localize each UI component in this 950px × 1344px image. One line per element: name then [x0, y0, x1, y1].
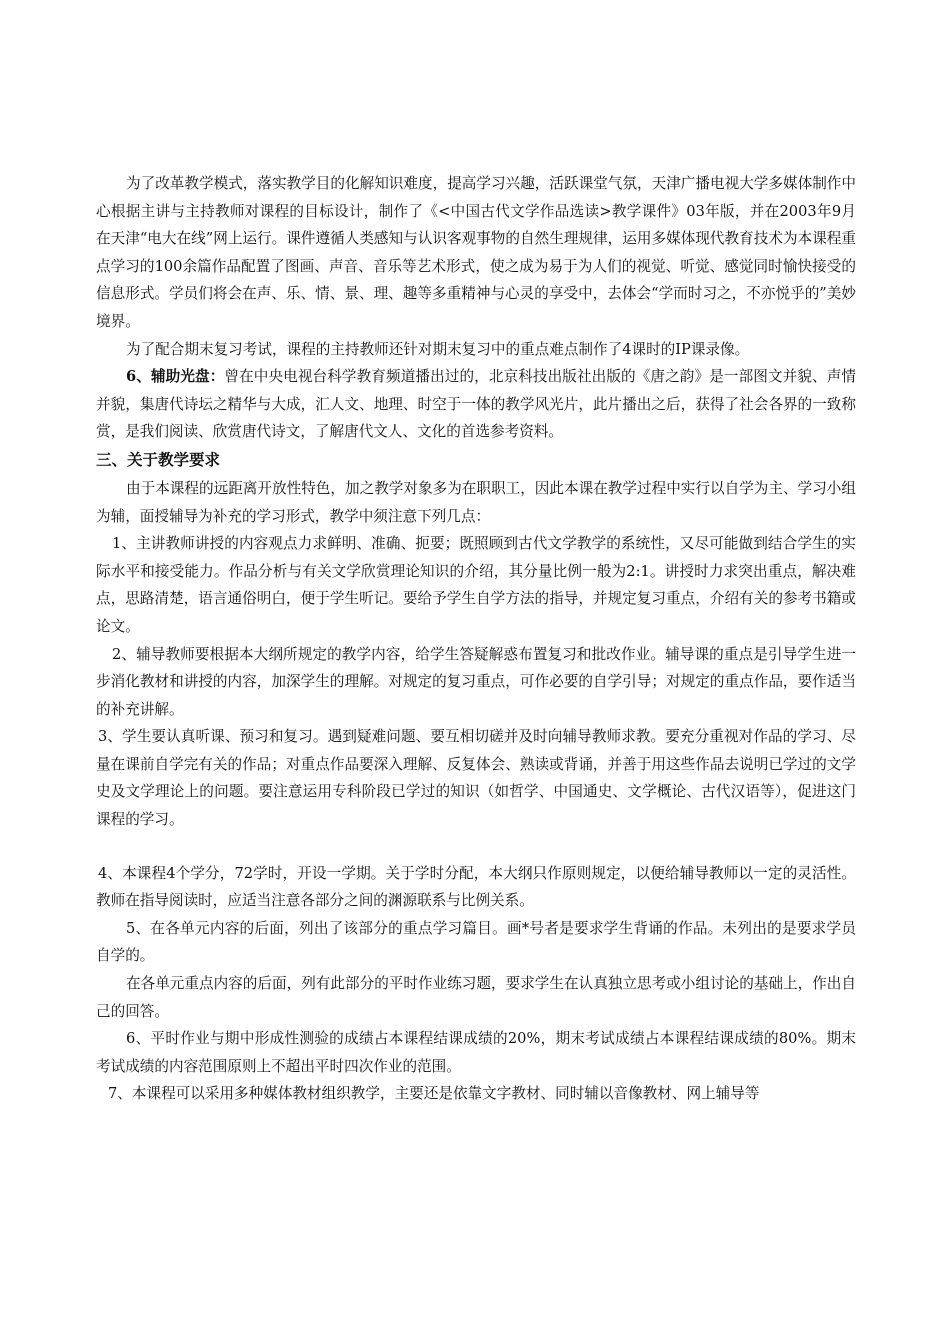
requirement-item-5: 5、在各单元内容的后面，列出了该部分的重点学习篇目。画*号者是要求学生背诵的作品。未列出的是要求学员自学的。: [96, 919, 856, 965]
requirement-item-1: 1、主讲教师讲授的内容观点力求鲜明、准确、扼要；既照顾到古代文学教学的系统性，又尽可能做到结合学生的实际水平和接受能力。作品分析与有关文学欣赏理论知识的介绍，其分量比例一般为2:1。讲授时力求突出重点，解决难点，思路清楚，语言通俗明白，便于学生听记。要给予学生自学方法的指导，并规定复习重点，介绍有关的参考书籍或论文。: [96, 535, 856, 635]
requirement-item-6: 6、平时作业与期中形成性测验的成绩占本课程结课成绩的20%，期末考试成绩占本课程结课成绩的80%。期末考试成绩的内容范围原则上不超出平时四次作业的范围。: [96, 1030, 856, 1075]
section-heading: 三、关于教学要求: [96, 450, 221, 469]
document-page: [96, 170, 856, 1108]
blank-line: [96, 834, 856, 860]
cd-body: 曾在中央电视台科学教育频道播出过的，北京科技出版社出版的《唐之韵》是一部图文并貌、声情并貌，集唐代诗坛之精华与大成，汇人文、地理、时空于一体的教学风光片，此片播出之后，获得了社会各界的一致称赏，是我们阅读、欣赏唐代诗文，了解唐代文人、文化的首选参考资料。: [96, 368, 856, 441]
requirement-item-2: 2、辅导教师要根据本大纲所规定的教学内容，给学生答疑解惑布置复习和批改作业。辅导课的重点是引导学生进一步消化教材和讲授的内容，加深学生的理解。对规定的复习重点，可作必要的自学引导；对规定的重点作品，要作适当的补充讲解。: [96, 645, 856, 718]
cd-label: 6、辅助光盘：: [126, 368, 225, 386]
requirement-item-5b: 在各单元重点内容的后面，列有此部分的平时作业练习题，要求学生在认真独立思考或小组讨论的基础上，作出自己的回答。: [96, 975, 856, 1020]
requirement-item-7: 7、本课程可以采用多种媒体教材组织教学，主要还是依靠文字教材、同时辅以音像教材、网上辅导等: [108, 1085, 760, 1103]
courseware-paragraph: 为了改革教学模式，落实教学目的化解知识难度，提高学习兴趣，活跃课堂气氛，天津广播电视大学多媒体制作中心根据主讲与主持教师对课程的目标设计，制作了《<中国古代文学作品选读>教学课件》03年版，并在2003年9月在天津“电大在线”网上运行。课件遵循人类感知与认识客观事物的自然生理规律，运用多媒体现代教育技术为本课程重点学习的100余篇作品配置了图画、声音、音乐等艺术形式，使之成为易于为人们的视觉、听觉、感觉同时愉快接受的信息形式。学员们将会在声、乐、情、景、理、趣等多重精神与心灵的享受中，去体会“学而时习之，不亦悦乎的”美妙境界。: [96, 175, 856, 330]
requirement-item-3: 3、学生要认真听课、预习和复习。遇到疑难问题、要互相切磋并及时向辅导教师求教。要充分重视对作品的学习、尽量在课前自学完有关的作品；对重点作品要深入理解、反复体会、熟读或背诵，并善于用这些作品去说明已学过的文学史及文学理论上的问题。要注意运用专科阶段已学过的知识（如哲学、中国通史、文学概论、古代汉语等），促进这门课程的学习。: [96, 728, 856, 829]
cd-paragraph: [96, 363, 856, 446]
ip-video-paragraph: 为了配合期末复习考试，课程的主持教师还针对期末复习中的重点难点制作了4课时的IP课录像。: [126, 340, 750, 358]
requirements-intro: 由于本课程的远距离开放性特色，加之教学对象多为在职职工，因此本课在教学过程中实行以自学为主、学习小组为辅，面授辅导为补充的学习形式，教学中须注意下列几点：: [96, 479, 856, 525]
requirement-item-4: 4、本课程4个学分，72学时，开设一学期。关于学时分配，本大纲只作原则规定，以便给辅导教师以一定的灵活性。教师在指导阅读时，应适当注意各部分之间的渊源联系与比例关系。: [96, 864, 856, 910]
